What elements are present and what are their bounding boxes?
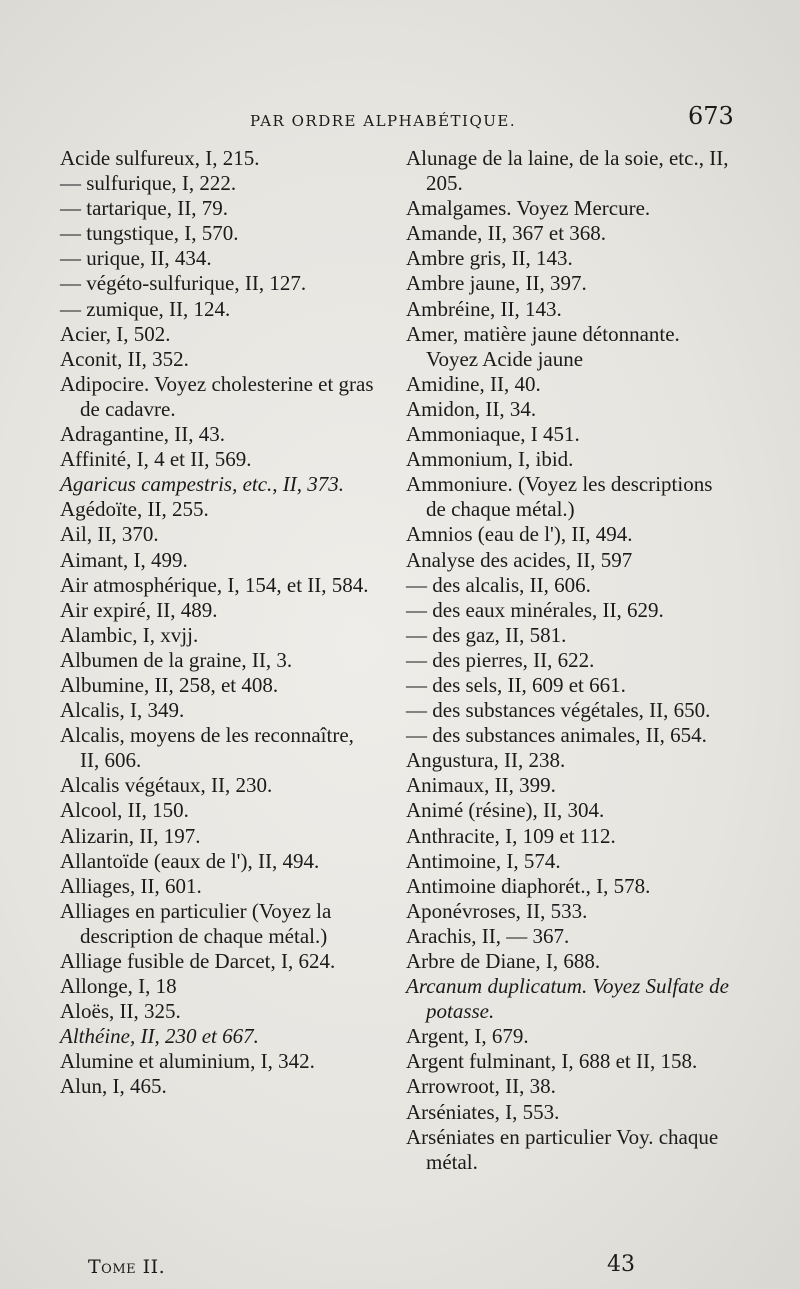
index-entry: Affinité, I, 4 et II, 569.	[60, 447, 252, 472]
index-entry: Alambic, I, xvjj.	[60, 622, 199, 647]
index-entry: Antimoine diaphorét., I, 578.	[406, 873, 651, 898]
index-entry: — des alcalis, II, 606.	[406, 572, 591, 597]
index-entry: Althéine, II, 230 et 667.	[60, 1024, 259, 1049]
volume-label: Tome II.	[88, 1256, 166, 1278]
index-entry: Ail, II, 370.	[60, 522, 159, 547]
index-entry: — des substances animales, II, 654.	[406, 723, 707, 748]
index-entry: — végéto-sulfurique, II, 127.	[60, 271, 307, 296]
index-entry: Agaricus campestris, etc., II, 373.	[60, 472, 345, 497]
index-entry: — tartarique, II, 79.	[60, 196, 228, 221]
index-entry: Alliages, II, 601.	[60, 873, 202, 898]
index-entry: Amnios (eau de l'), II, 494.	[406, 522, 633, 547]
index-entry: Aconit, II, 352.	[60, 346, 189, 371]
index-entry: Adipocire. Voyez cholesterine et gras de cadavre.	[60, 371, 374, 421]
index-entry: Aponévroses, II, 533.	[406, 898, 588, 923]
index-entry: Ammoniaque, I 451.	[406, 422, 580, 447]
index-entry: — tungstique, I, 570.	[60, 221, 239, 246]
index-entry: Amande, II, 367 et 368.	[406, 221, 607, 246]
index-entry: — des eaux minérales, II, 629.	[406, 597, 664, 622]
index-entry: Alunage de la laine, de la soie, etc., II, 205.	[406, 146, 729, 196]
index-entry: Amer, matière jaune détonnante. Voyez Acide jaune	[406, 321, 680, 371]
index-column-left	[60, 146, 378, 1100]
index-entry: Acier, I, 502.	[60, 321, 171, 346]
index-entry: Alcalis, moyens de les reconnaître, II, 606.	[60, 723, 354, 773]
index-entry: Ambre gris, II, 143.	[406, 246, 573, 271]
index-entry: Alcalis végétaux, II, 230.	[60, 773, 273, 798]
index-entry: Arachis, II, — 367.	[406, 923, 570, 948]
index-entry: Allonge, I, 18	[60, 974, 177, 999]
index-entry: Adragantine, II, 43.	[60, 422, 226, 447]
index-entry: Arrowroot, II, 38.	[406, 1074, 556, 1099]
index-entry: Alliages en particulier (Voyez la description de chaque métal.)	[60, 898, 332, 948]
index-entry: Animaux, II, 399.	[406, 773, 556, 798]
index-entry: Allantoïde (eaux de l'), II, 494.	[60, 848, 320, 873]
index-entry: Albumen de la graine, II, 3.	[60, 647, 293, 672]
index-entry: Air expiré, II, 489.	[60, 597, 218, 622]
page-number: 673	[688, 102, 734, 130]
index-entry: Ammoniure. (Voyez les descriptions de chaque métal.)	[406, 472, 713, 522]
index-entry: — des sels, II, 609 et 661.	[406, 672, 626, 697]
index-entry: Arcanum duplicatum. Voyez Sulfate de potasse.	[406, 974, 729, 1024]
index-entry: Amidine, II, 40.	[406, 371, 541, 396]
index-entry: Ambréine, II, 143.	[406, 296, 562, 321]
index-entry: Alliage fusible de Darcet, I, 624.	[60, 949, 336, 973]
index-entry: Antimoine, I, 574.	[406, 848, 561, 873]
index-entry: — urique, II, 434.	[60, 246, 212, 271]
index-entry: Animé (résine), II, 304.	[406, 798, 605, 823]
signature-mark: 43	[607, 1252, 635, 1277]
index-entry: Acide sulfureux, I, 215.	[60, 146, 260, 170]
index-entry: — des substances végétales, II, 650.	[406, 698, 711, 723]
index-entry: Alumine et aluminium, I, 342.	[60, 1049, 315, 1074]
index-entry: Argent fulminant, I, 688 et II, 158.	[406, 1049, 698, 1074]
index-entry: Alcool, II, 150.	[60, 798, 189, 823]
index-entry: — sulfurique, I, 222.	[60, 171, 237, 196]
index-entry: Argent, I, 679.	[406, 1024, 529, 1049]
index-entry: Alun, I, 465.	[60, 1074, 167, 1099]
index-entry: Agédoïte, II, 255.	[60, 497, 209, 522]
index-entry: — zumique, II, 124.	[60, 296, 231, 321]
index-entry: Air atmosphérique, I, 154, et II, 584.	[60, 572, 369, 597]
index-entry: Arséniates, I, 553.	[406, 1099, 560, 1124]
index-entry: Amalgames. Voyez Mercure.	[406, 196, 651, 221]
index-entry: Ammonium, I, ibid.	[406, 447, 574, 472]
index-entry: Anthracite, I, 109 et 112.	[406, 823, 616, 848]
index-entry: Arséniates en particulier Voy. chaque métal.	[406, 1124, 719, 1174]
running-title: PAR ORDRE ALPHABÉTIQUE.	[250, 112, 517, 130]
index-entry: Analyse des acides, II, 597	[406, 547, 633, 572]
index-column-right	[406, 146, 736, 1175]
index-entry: Albumine, II, 258, et 408.	[60, 672, 279, 697]
index-entry: Alizarin, II, 197.	[60, 823, 201, 848]
index-entry: Aloës, II, 325.	[60, 999, 181, 1024]
index-entry: Arbre de Diane, I, 688.	[406, 949, 601, 973]
index-entry: Aimant, I, 499.	[60, 547, 188, 572]
index-entry: Alcalis, I, 349.	[60, 698, 185, 723]
index-entry: — des pierres, II, 622.	[406, 647, 595, 672]
index-entry: Amidon, II, 34.	[406, 396, 537, 421]
index-entry: Ambre jaune, II, 397.	[406, 271, 587, 296]
index-entry: Angustura, II, 238.	[406, 748, 566, 773]
index-entry: — des gaz, II, 581.	[406, 622, 567, 647]
